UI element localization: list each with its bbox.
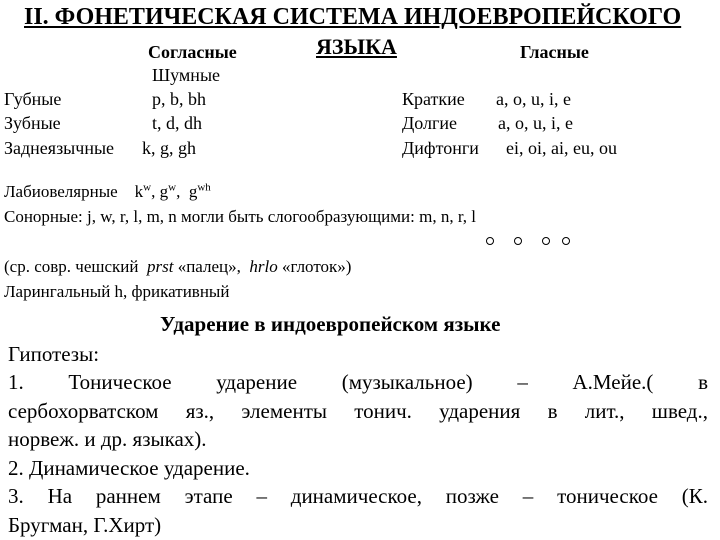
syllabic-ring-icon [486, 237, 494, 245]
consonant-row-label: Губные [4, 89, 62, 109]
labiovelar-label: Лабиовелярные [4, 182, 118, 201]
labiovelar-k: k [134, 182, 144, 201]
vowel-row-value: ei, oi, ai, eu, ou [506, 138, 617, 158]
labiovelar-g: g [159, 182, 169, 201]
vowel-row-label: Дифтонги [402, 138, 479, 158]
hypothesis-3 [8, 482, 708, 539]
vowels-header: Гласные [520, 42, 589, 62]
vowel-row-label: Долгие [402, 113, 458, 133]
vowel-row-label: Краткие [402, 89, 465, 109]
hypothesis-1-line: сербохорватском яз., элементы тонич. ударения в лит., швед., [8, 398, 708, 423]
hypothesis-2: 2. Динамическое ударение. [8, 456, 250, 480]
hypothesis-1-line: 1. Тоническое ударение (музыкальное) – А.Мейе.( в [8, 370, 708, 394]
example-gloss: «глоток») [281, 257, 352, 276]
labiovelar-gh: g [188, 182, 198, 201]
example-word: prst [146, 257, 174, 276]
consonants-header: Согласные [148, 42, 237, 62]
hypothesis-3-line: Бругман, Г.Хирт) [8, 512, 162, 537]
hypotheses-label: Гипотезы: [8, 342, 100, 366]
example-gloss: «палец», [177, 257, 241, 276]
sonorants-line: Сонорные: j, w, r, l, m, n могли быть слогообразующими: m, n, r, l [4, 207, 477, 226]
stress-heading: Ударение в индоевропейском языке [160, 312, 501, 336]
consonant-row-value: p, b, bh [152, 89, 206, 109]
page-title-line2: ЯЗЫКА [316, 34, 397, 59]
vowel-row-value: a, o, u, i, e [498, 113, 573, 133]
labiovelar-g-sup: w [168, 181, 177, 194]
syllabic-ring-icon [562, 237, 570, 245]
example-line [4, 256, 351, 278]
laryngeal-line: Ларингальный h, фрикативный [4, 282, 230, 301]
labiovelar-k-sup: w [143, 181, 152, 194]
consonant-row-label: Зубные [4, 113, 61, 133]
example-prefix: (ср. совр. чешский [4, 257, 139, 276]
syllabic-ring-icon [542, 237, 550, 245]
hypothesis-1 [8, 368, 708, 454]
consonant-row-label: Заднеязычные [4, 138, 115, 158]
labiovelar-line: Лабиовелярные $k^w$, $g^w$, $g^{wh}$ [4, 181, 211, 201]
syllabic-marks [486, 232, 590, 250]
consonant-row-value: t, d, dh [152, 113, 203, 133]
hypothesis-3-line: 3. На раннем этапе – динамическое, позже – тоническое (К. [8, 484, 708, 508]
example-word: hrlo [249, 257, 278, 276]
consonant-row-value: k, g, gh [142, 138, 196, 158]
vowel-row-value: a, o, u, i, e [496, 89, 571, 109]
syllabic-ring-icon [514, 237, 522, 245]
hypothesis-1-line: норвеж. и др. языках). [8, 427, 207, 451]
labiovelar-gh-sup: wh [197, 181, 211, 194]
noisy-subheader: Шумные [152, 65, 221, 85]
page-title: II. ФОНЕТИЧЕСКАЯ СИСТЕМА ИНДОЕВРОПЕЙСКОГО [24, 4, 682, 30]
